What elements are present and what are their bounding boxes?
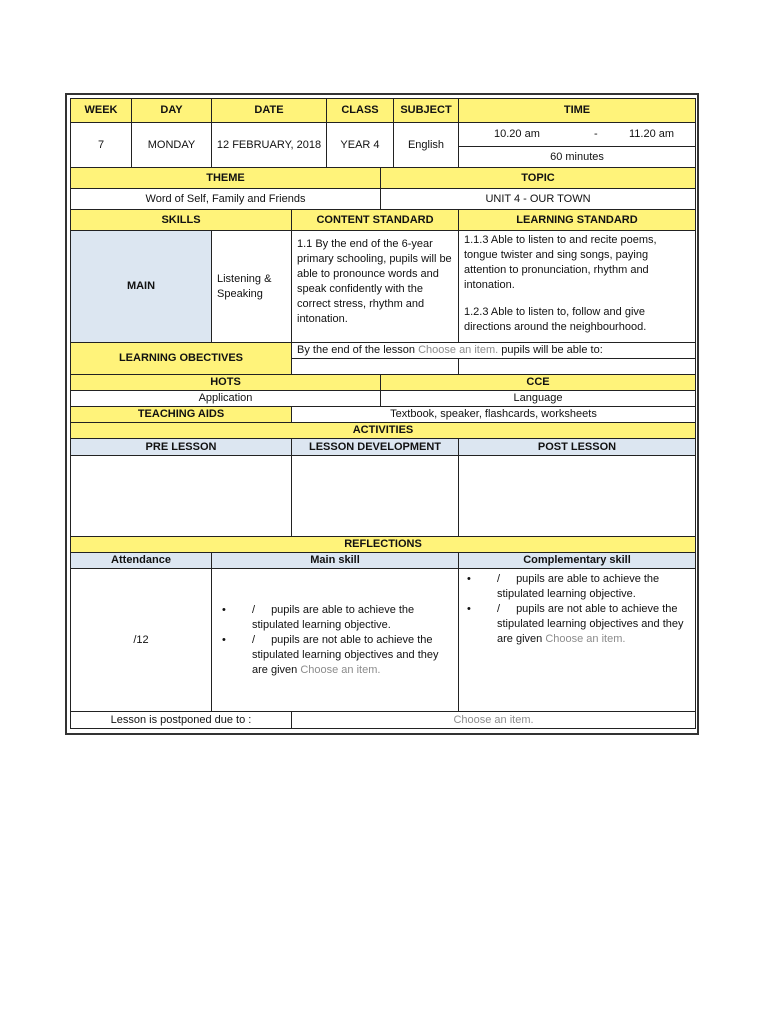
learning-standard-2: 1.2.3 Able to listen to, follow and give directions around the neighbourhood. — [464, 306, 647, 333]
main-skill-reflection[interactable] — [211, 568, 459, 712]
lesson-plan-table — [65, 93, 699, 735]
learning-standard-header: LEARNING STANDARD — [458, 209, 696, 231]
time-start: 10.20 am — [494, 128, 540, 140]
learning-standard-1: 1.1.3 Able to listen to and recite poems, tongue twister and sing songs, paying attention to pronunciation, rhythm and intonation. — [464, 234, 657, 291]
main-skill-achieve-item: • / pupils are able to achieve the stipulated learning objective. — [218, 603, 452, 633]
objectives-blank-left[interactable] — [291, 358, 459, 375]
theme-header: THEME — [70, 167, 381, 189]
post-lesson-header: POST LESSON — [458, 438, 696, 456]
time-header: TIME — [458, 98, 696, 123]
main-skill-label: MAIN — [70, 230, 212, 343]
class-value[interactable]: YEAR 4 — [326, 122, 394, 168]
subject-header: SUBJECT — [393, 98, 459, 123]
teaching-aids-header: TEACHING AIDS — [70, 406, 292, 423]
duration-value[interactable]: 60 minutes — [458, 146, 696, 168]
time-end: 11.20 am — [629, 128, 675, 140]
objectives-blank-right[interactable] — [458, 358, 696, 375]
objectives-prefix: By the end of the lesson — [297, 344, 416, 356]
postponed-dropdown[interactable]: Choose an item. — [291, 711, 696, 729]
objectives-dropdown[interactable]: Choose an item. — [418, 344, 499, 356]
topic-value[interactable]: UNIT 4 - OUR TOWN — [380, 188, 696, 210]
date-header: DATE — [211, 98, 327, 123]
main-skill-list — [218, 603, 452, 678]
pre-lesson-header: PRE LESSON — [70, 438, 292, 456]
complementary-skill-header: Complementary skill — [458, 552, 696, 569]
subject-value[interactable]: English — [393, 122, 459, 168]
topic-header: TOPIC — [380, 167, 696, 189]
week-header: WEEK — [70, 98, 132, 123]
day-header: DAY — [131, 98, 212, 123]
hots-header: HOTS — [70, 374, 381, 391]
main-skill-dropdown[interactable]: Choose an item. — [300, 663, 381, 676]
activities-header: ACTIVITIES — [70, 422, 696, 439]
time-range[interactable] — [458, 122, 696, 147]
attendance-value[interactable]: /12 — [70, 568, 212, 712]
main-skill-not-achieve-item: • / pupils are not able to achieve the stipulated learning objectives and they are given Choose an item. — [218, 633, 452, 678]
pre-lesson-content[interactable] — [70, 455, 292, 537]
content-standard-value[interactable]: 1.1 By the end of the 6-year primary schooling, pupils will be able to pronounce words and speak confidently with the correct stress, rhythm and intonation. — [291, 230, 459, 343]
objectives-intro[interactable] — [291, 342, 696, 359]
class-header: CLASS — [326, 98, 394, 123]
skill-value[interactable]: Listening & Speaking — [211, 230, 292, 343]
post-lesson-content[interactable] — [458, 455, 696, 537]
complementary-skill-reflection[interactable] — [458, 568, 696, 712]
lesson-development-header: LESSON DEVELOPMENT — [291, 438, 459, 456]
teaching-aids-value[interactable]: Textbook, speaker, flashcards, worksheets — [291, 406, 696, 423]
learning-standard-value[interactable] — [458, 230, 696, 343]
date-value[interactable]: 12 FEBRUARY, 2018 — [211, 122, 327, 168]
cce-value[interactable]: Language — [380, 390, 696, 407]
hots-value[interactable]: Application — [70, 390, 381, 407]
attendance-header: Attendance — [70, 552, 212, 569]
week-value[interactable]: 7 — [70, 122, 132, 168]
reflections-header: REFLECTIONS — [70, 536, 696, 553]
theme-value[interactable]: Word of Self, Family and Friends — [70, 188, 381, 210]
day-value[interactable]: MONDAY — [131, 122, 212, 168]
main-skill-header: Main skill — [211, 552, 459, 569]
time-separator: - — [594, 128, 598, 140]
content-standard-header: CONTENT STANDARD — [291, 209, 459, 231]
comp-skill-not-achieve-item: • / pupils are not able to achieve the stipulated learning objectives and they are given Choose an item. — [463, 602, 691, 647]
comp-skill-achieve-item: • / pupils are able to achieve the stipulated learning objective. — [463, 572, 691, 602]
cce-header: CCE — [380, 374, 696, 391]
objectives-suffix: pupils will be able to: — [501, 344, 603, 356]
comp-skill-dropdown[interactable]: Choose an item. — [545, 633, 626, 645]
postponed-label: Lesson is postponed due to : — [70, 711, 292, 729]
skills-header: SKILLS — [70, 209, 292, 231]
complementary-skill-list — [463, 572, 691, 647]
lesson-development-content[interactable] — [291, 455, 459, 537]
learning-objectives-header: LEARNING OBECTIVES — [70, 342, 292, 375]
